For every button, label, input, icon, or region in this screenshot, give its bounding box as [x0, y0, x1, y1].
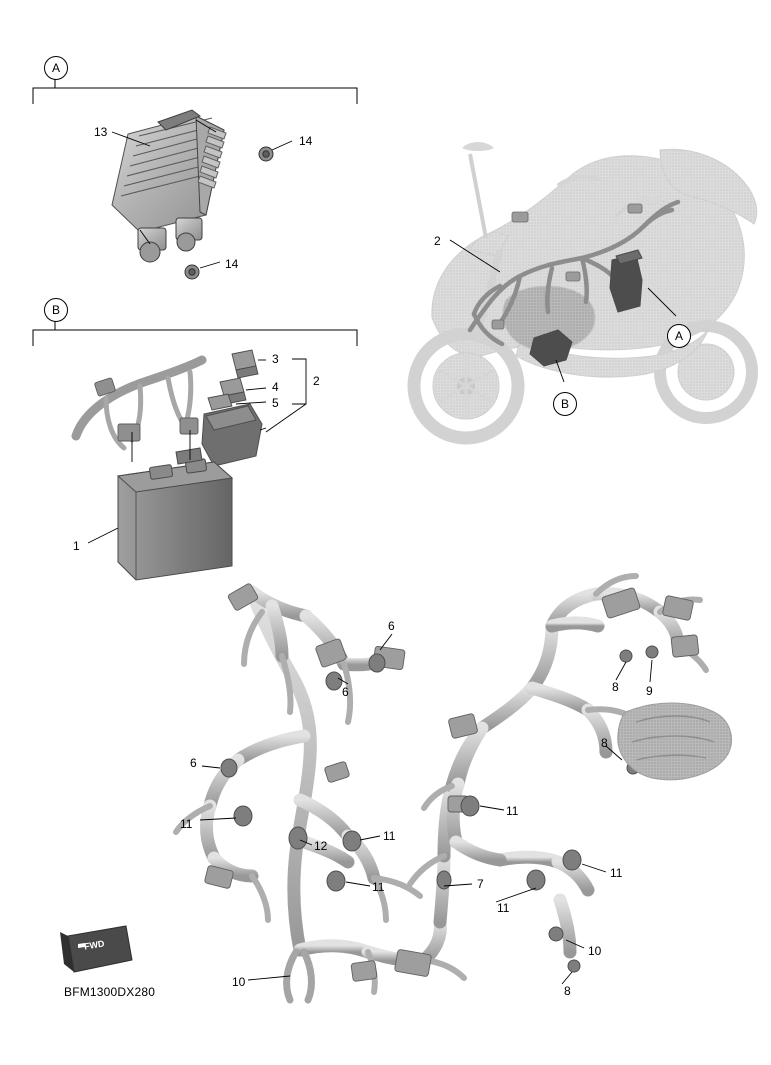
callout-label: 2 — [434, 234, 441, 248]
callout-2-bike — [434, 235, 441, 247]
callout-label: 8 — [601, 736, 608, 750]
callout-6-left — [190, 757, 197, 769]
callout-label: 8 — [612, 680, 619, 694]
callout-label: 4 — [272, 380, 279, 394]
callout-5 — [272, 397, 279, 409]
group-marker-a-top — [44, 56, 68, 80]
fwd-text: FWD — [83, 938, 106, 952]
callout-14-lower — [225, 258, 238, 270]
callout-label: 11 — [372, 880, 385, 894]
callout-10-bottom — [232, 976, 245, 988]
part-code-text: BFM1300DX280 — [64, 985, 156, 999]
motorcycle-ghost — [414, 142, 757, 438]
group-marker-label: A — [674, 329, 683, 343]
callout-label: 10 — [588, 944, 602, 958]
callout-14-upper — [299, 135, 312, 147]
callout-2-group — [313, 375, 320, 387]
group-a-bracket — [33, 78, 357, 104]
callout-label: 12 — [314, 839, 328, 853]
callout-label: 11 — [610, 866, 623, 880]
callout-label: 14 — [225, 257, 239, 271]
callout-label: 6 — [388, 619, 395, 633]
callout-label: 13 — [94, 125, 108, 139]
group-b-bracket — [33, 320, 357, 346]
callout-11-bottom — [497, 902, 509, 914]
callout-label: 1 — [73, 539, 80, 553]
main-wire-harness — [176, 576, 732, 1000]
callout-label: 2 — [313, 374, 320, 388]
group-marker-b-left — [44, 298, 68, 322]
callout-8-right-mid — [601, 737, 608, 749]
regulator-assembly — [112, 110, 292, 279]
callout-9 — [646, 685, 653, 697]
callout-label: 8 — [564, 984, 571, 998]
callout-11-left — [180, 818, 192, 830]
callout-label: 11 — [180, 817, 193, 831]
callout-8-right-upper — [612, 681, 619, 693]
group-marker-b-bike — [553, 392, 577, 416]
callout-7 — [477, 878, 484, 890]
callout-1 — [73, 540, 80, 552]
callout-3 — [272, 353, 279, 365]
callout-4 — [272, 381, 279, 393]
callout-label: 5 — [272, 396, 279, 410]
callout-11-center-right — [506, 805, 518, 817]
callout-label: 11 — [497, 901, 510, 915]
callout-label: 6 — [190, 756, 197, 770]
group-marker-a-bike — [667, 324, 691, 348]
callout-6-upper — [388, 620, 395, 632]
group-marker-label: B — [560, 397, 569, 411]
callout-label: 10 — [232, 975, 246, 989]
callout-12 — [314, 840, 327, 852]
callout-11-lower-center — [372, 881, 384, 893]
group-marker-label: A — [51, 61, 60, 75]
callout-6-mid — [342, 686, 349, 698]
callout-label: 9 — [646, 684, 653, 698]
callout-11-center — [383, 830, 395, 842]
callout-label: 6 — [342, 685, 349, 699]
callout-13 — [94, 126, 107, 138]
callout-label: 11 — [383, 829, 396, 843]
part-code — [64, 985, 155, 999]
group-marker-label: B — [51, 303, 60, 317]
callout-label: 14 — [299, 134, 313, 148]
callout-8-bottom — [564, 985, 571, 997]
callout-11-right — [610, 867, 622, 879]
callout-label: 3 — [272, 352, 279, 366]
callout-label: 7 — [477, 877, 484, 891]
callout-10-right — [588, 945, 601, 957]
callout-label: 11 — [506, 804, 519, 818]
